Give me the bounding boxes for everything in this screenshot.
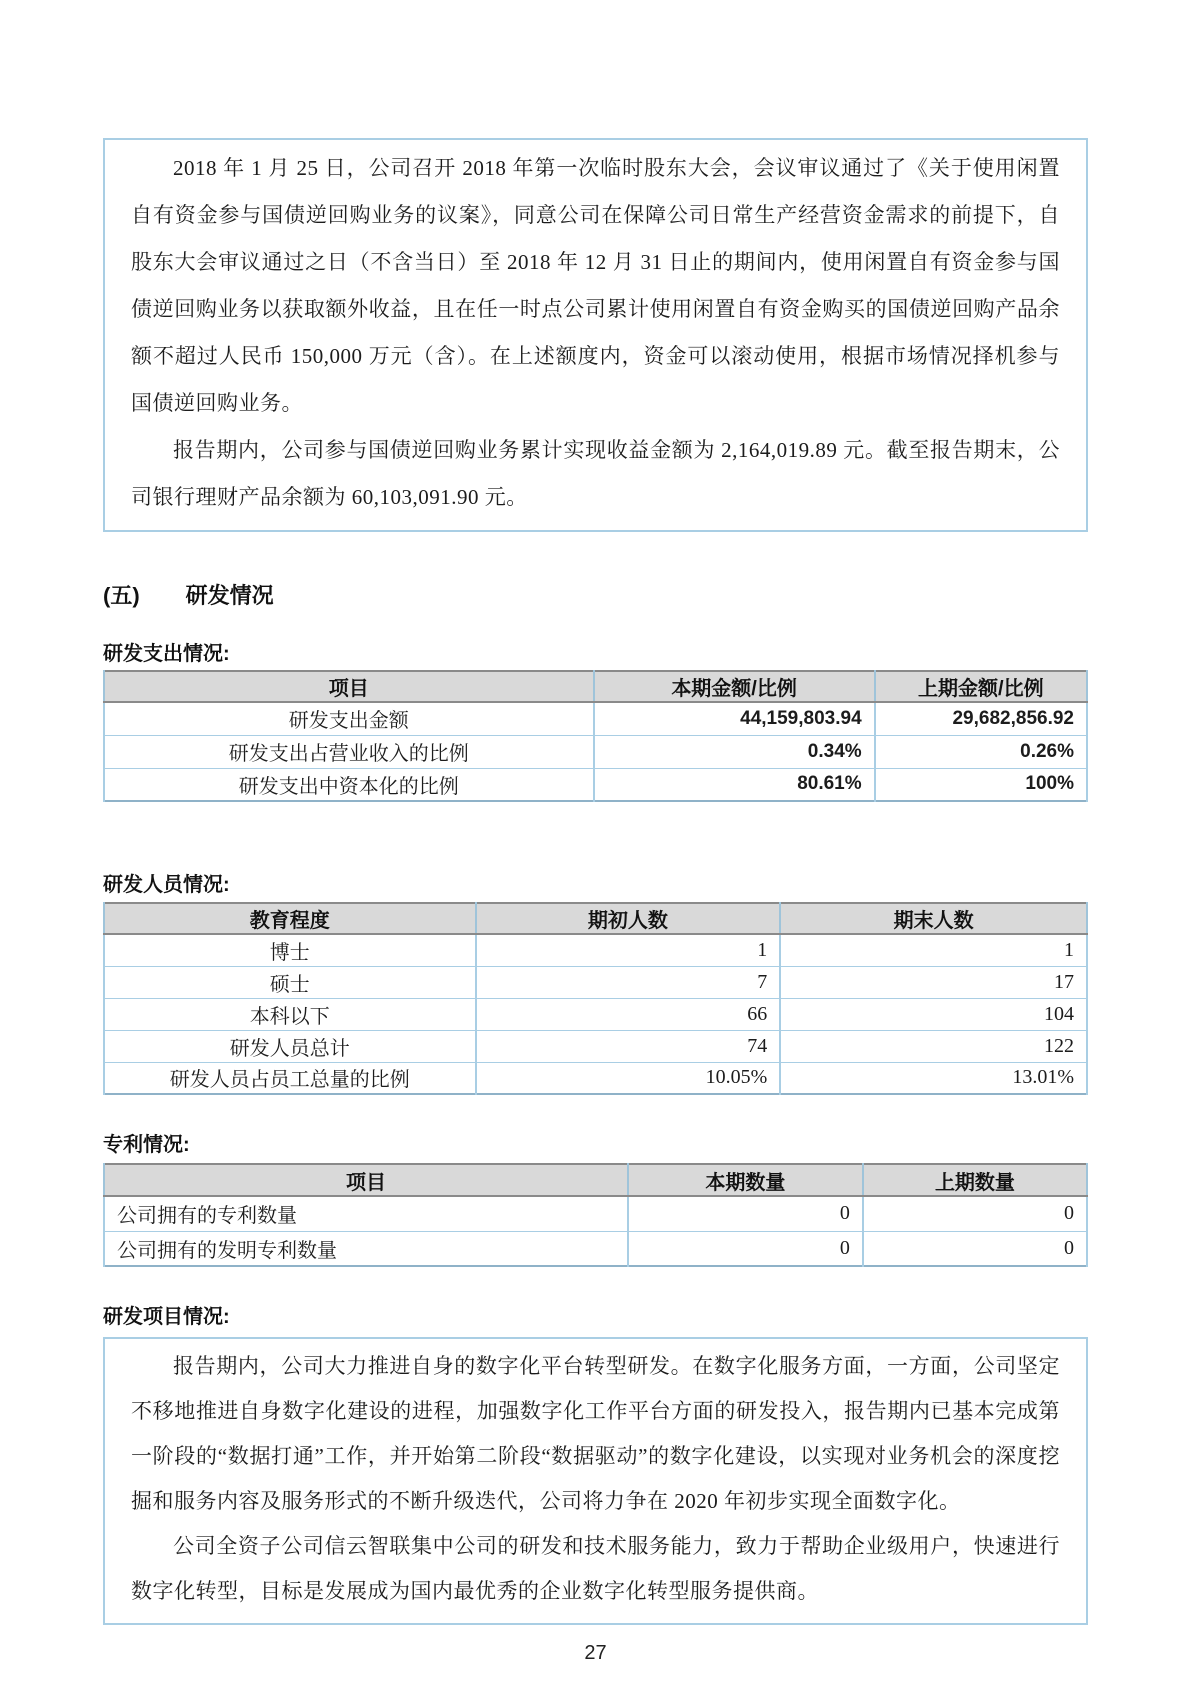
column-header: 教育程度 (104, 903, 476, 934)
column-header: 上期金额/比例 (875, 671, 1087, 702)
cell-value: 0 (863, 1231, 1087, 1266)
row-label: 研发支出占营业收入的比例 (104, 735, 594, 768)
cell-value: 0 (628, 1231, 863, 1266)
paragraph: 报告期内，公司参与国债逆回购业务累计实现收益金额为 2,164,019.89 元。截至报告期末，公司银行理财产品余额为 60,103,091.90 元。 (131, 438, 1060, 509)
paragraph: 报告期内，公司大力推进自身的数字化平台转型研发。在数字化服务方面，一方面，公司坚定不移地推进自身数字化建设的进程，加强数字化工作平台方面的研发投入，报告期内已基本完成第一阶段的“数据打通”工作，并开始第二阶段“数据驱动”的数字化建设，以实现对业务机会的深度挖掘和服务内容及服务形式的不断升级迭代，公司将力争在 2020 年初步实现全面数字化。 (131, 1354, 1060, 1513)
patents-label: 专利情况: (103, 1134, 190, 1156)
rd-projects-label: 研发项目情况: (103, 1306, 230, 1328)
cell-value: 44,159,803.94 (594, 702, 875, 735)
rd-expenditure-table (103, 670, 1088, 802)
table-header-row (104, 671, 1087, 702)
row-label: 本科以下 (104, 998, 476, 1030)
cell-value: 0 (628, 1196, 863, 1231)
table-row (104, 1231, 1087, 1266)
rd-expenditure-label: 研发支出情况: (103, 643, 230, 665)
cell-value: 29,682,856.92 (875, 702, 1087, 735)
cell-value: 0.34% (594, 735, 875, 768)
cell-value: 66 (476, 998, 781, 1030)
cell-value: 13.01% (780, 1062, 1087, 1094)
row-label: 研发人员总计 (104, 1030, 476, 1062)
table-row (104, 1062, 1087, 1094)
column-header: 项目 (104, 1164, 628, 1196)
row-label: 博士 (104, 934, 476, 966)
table-row (104, 768, 1087, 801)
table-row (104, 934, 1087, 966)
cell-value: 100% (875, 768, 1087, 801)
column-header: 本期数量 (628, 1164, 863, 1196)
cell-value: 0 (863, 1196, 1087, 1231)
rd-personnel-label: 研发人员情况: (103, 874, 230, 896)
table-row (104, 998, 1087, 1030)
treasury-text-box (103, 138, 1088, 532)
section-heading (103, 579, 1088, 610)
row-label: 研发支出中资本化的比例 (104, 768, 594, 801)
column-header: 期末人数 (780, 903, 1087, 934)
table-row (104, 966, 1087, 998)
cell-value: 1 (780, 934, 1087, 966)
cell-value: 10.05% (476, 1062, 781, 1094)
column-header: 项目 (104, 671, 594, 702)
row-label: 研发人员占员工总量的比例 (104, 1062, 476, 1094)
paragraph: 2018 年 1 月 25 日，公司召开 2018 年第一次临时股东大会，会议审议通过了《关于使用闲置自有资金参与国债逆回购业务的议案》，同意公司在保障公司日常生产经营资金需求的前提下，自股东大会审议通过之日（不含当日）至 2018 年 12 月 31 日止的期间内，使用闲置自有资金参与国债逆回购业务以获取额外收益，且在任一时点公司累计使用闲置自有资金购买的国债逆回购产品余额不超过人民币 150,000 万元（含）。在上述额度内，资金可以滚动使用，根据市场情况择机参与国债逆回购业务。 (131, 156, 1060, 415)
cell-value: 122 (780, 1030, 1087, 1062)
section-number: (五) (103, 583, 140, 608)
table-header-row (104, 1164, 1087, 1196)
page-number: 27 (584, 1642, 607, 1664)
patents-table (103, 1163, 1088, 1267)
cell-value: 74 (476, 1030, 781, 1062)
row-label: 公司拥有的发明专利数量 (104, 1231, 628, 1266)
cell-value: 1 (476, 934, 781, 966)
paragraph: 公司全资子公司信云智联集中公司的研发和技术服务能力，致力于帮助企业级用户，快速进行数字化转型，目标是发展成为国内最优秀的企业数字化转型服务提供商。 (131, 1534, 1060, 1603)
cell-value: 80.61% (594, 768, 875, 801)
table-header-row (104, 903, 1087, 934)
page-content (103, 0, 1088, 1665)
section-title: 研发情况 (185, 583, 274, 608)
table-row (104, 1196, 1087, 1231)
row-label: 硕士 (104, 966, 476, 998)
cell-value: 0.26% (875, 735, 1087, 768)
rd-personnel-table (103, 902, 1088, 1095)
cell-value: 7 (476, 966, 781, 998)
table-row (104, 1030, 1087, 1062)
table-row (104, 735, 1087, 768)
row-label: 公司拥有的专利数量 (104, 1196, 628, 1231)
table-row (104, 702, 1087, 735)
cell-value: 104 (780, 998, 1087, 1030)
column-header: 上期数量 (863, 1164, 1087, 1196)
column-header: 期初人数 (476, 903, 781, 934)
column-header: 本期金额/比例 (594, 671, 875, 702)
row-label: 研发支出金额 (104, 702, 594, 735)
cell-value: 17 (780, 966, 1087, 998)
rd-projects-text-box (103, 1337, 1088, 1625)
